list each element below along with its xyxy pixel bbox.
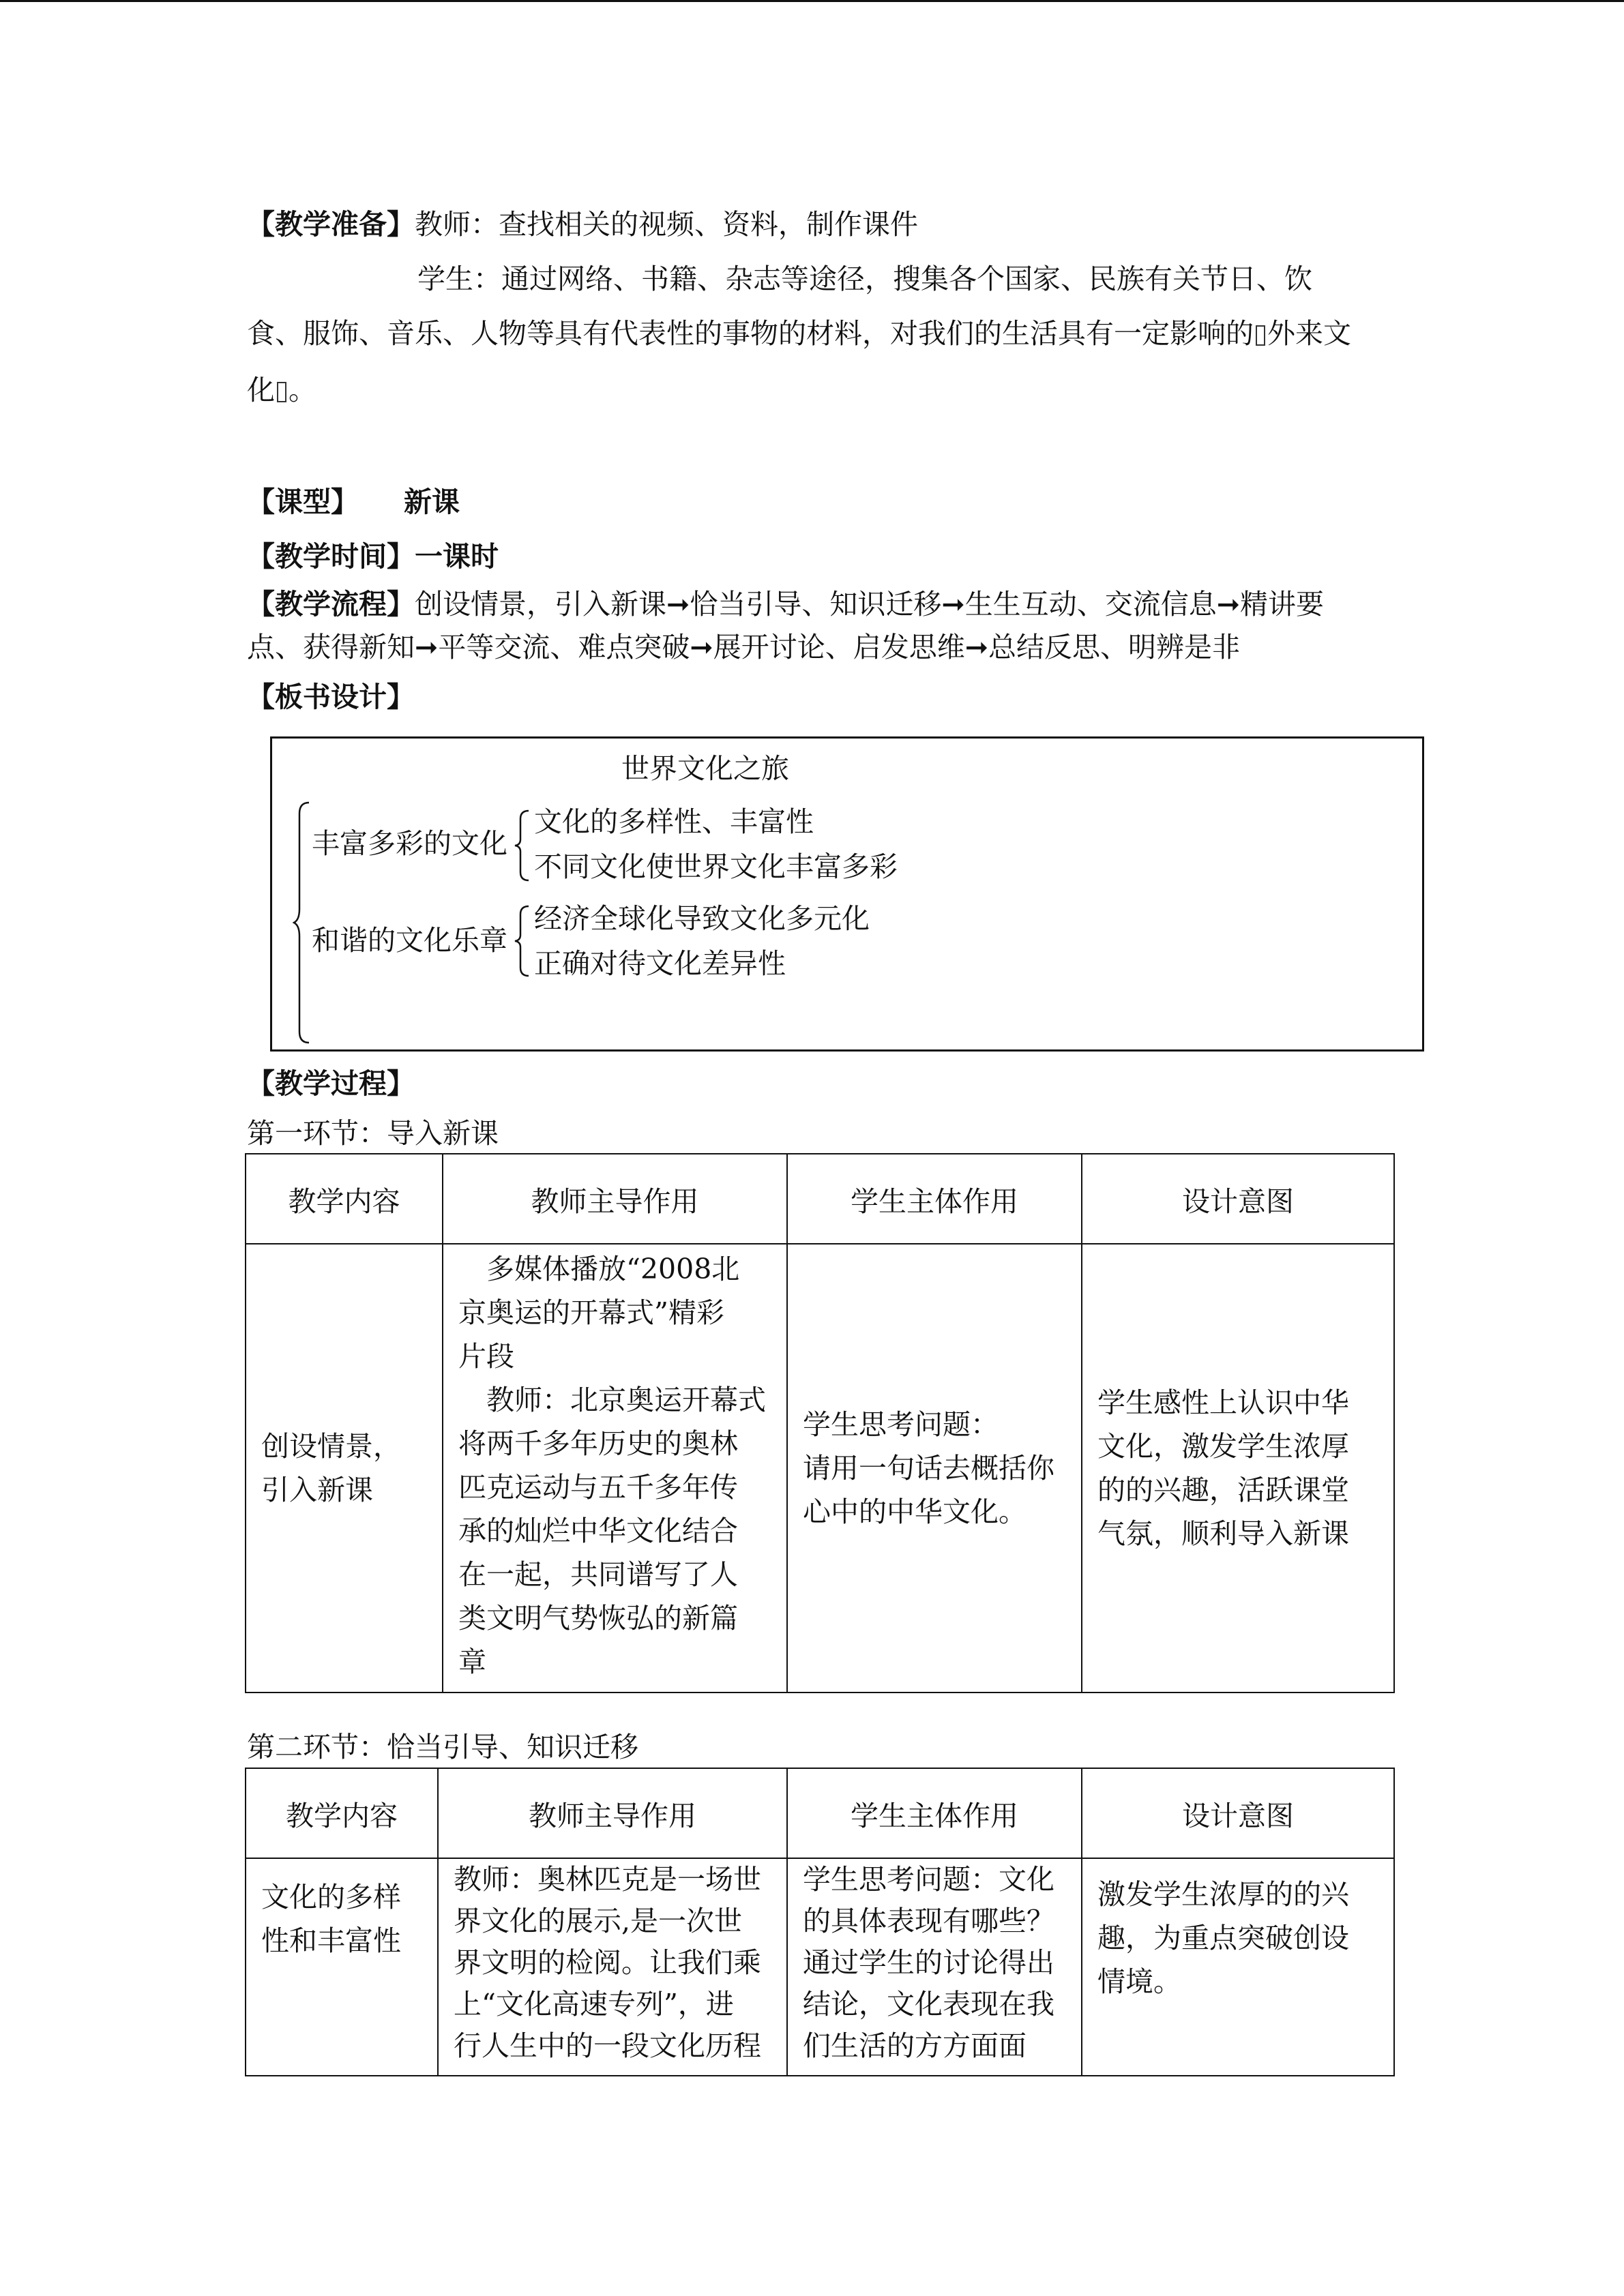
cell-line: 引入新课 bbox=[261, 1474, 373, 1506]
cell-line: 学生感性上认识中华 bbox=[1097, 1386, 1349, 1419]
cell-teacher bbox=[438, 1858, 787, 2076]
period: 。 bbox=[289, 374, 316, 406]
prep-student-line1: 学生：通过网络、书籍、杂志等途径，搜集各个国家、民族有关节日、饮 bbox=[417, 263, 1312, 295]
prep-student-line2 bbox=[247, 317, 1351, 351]
cell-line: 多媒体播放“2008北 bbox=[458, 1253, 740, 1285]
page-top-border bbox=[0, 0, 1624, 2]
board-label: 【板书设计】 bbox=[247, 681, 415, 713]
cell-line: 承的灿烂中华文化结合 bbox=[458, 1515, 738, 1547]
board-branch1-item1: 文化的多样性、丰富性 bbox=[534, 805, 814, 838]
header-content: 教学内容 bbox=[246, 1154, 443, 1244]
cell-line: 的具体表现有哪些？ bbox=[803, 1905, 1054, 1937]
lesson-time-value: 一课时 bbox=[415, 540, 499, 573]
cell-line: 片段 bbox=[458, 1340, 514, 1373]
cell-line: 的的兴趣，活跃课堂 bbox=[1097, 1474, 1349, 1506]
lesson-type-label: 【课型】 bbox=[247, 486, 359, 518]
cell-line: 将两千多年历史的奥林 bbox=[458, 1427, 738, 1460]
branch2-brace-icon bbox=[512, 904, 533, 979]
cell-line: 气氛，顺利导入新课 bbox=[1097, 1517, 1349, 1550]
cell-line: 文化，激发学生浓厚 bbox=[1097, 1430, 1349, 1463]
cell-content bbox=[246, 1858, 438, 2076]
prep-line bbox=[247, 208, 918, 241]
branch1-brace-icon bbox=[512, 808, 533, 883]
board-design-box bbox=[270, 736, 1424, 1052]
header-student: 学生主体作用 bbox=[787, 1154, 1082, 1244]
cell-intent bbox=[1082, 1858, 1394, 2076]
cell-line: 学生思考问题： bbox=[803, 1408, 999, 1441]
board-branch2-item1: 经济全球化导致文化多元化 bbox=[534, 902, 870, 935]
cell-student bbox=[787, 1858, 1082, 2076]
cell-line: 京奥运的开幕式”精彩 bbox=[458, 1296, 724, 1329]
section1-table bbox=[245, 1153, 1395, 1693]
cell-intent bbox=[1082, 1244, 1394, 1693]
cell-line: 创设情景， bbox=[261, 1430, 401, 1463]
cell-line: 界文明的检阅。让我们乘 bbox=[454, 1946, 761, 1979]
header-teacher: 教师主导作用 bbox=[443, 1154, 787, 1244]
cell-line: 匹克运动与五千多年传 bbox=[458, 1471, 738, 1504]
board-branch1-item2: 不同文化使世界文化丰富多彩 bbox=[534, 850, 898, 883]
header-student: 学生主体作用 bbox=[787, 1768, 1082, 1858]
board-branch2-item2: 正确对待文化差异性 bbox=[534, 947, 786, 980]
cell-line: 类文明气势恢弘的新篇 bbox=[458, 1602, 738, 1635]
missing-glyph-box bbox=[1256, 325, 1265, 346]
lesson-type-value: 新课 bbox=[404, 486, 460, 518]
cell-line: 在一起，共同谱写了人 bbox=[458, 1558, 738, 1591]
prep-teacher: 教师：查找相关的视频、资料，制作课件 bbox=[415, 208, 918, 241]
cell-line: 学生思考问题：文化 bbox=[803, 1863, 1054, 1896]
flow-line1-text: 创设情景，引入新课➞恰当引导、知识迁移➞生生互动、交流信息➞精讲要 bbox=[415, 588, 1325, 621]
table-row bbox=[246, 1858, 1394, 2076]
lesson-time-label: 【教学时间】 bbox=[247, 540, 415, 573]
board-branch1: 丰富多彩的文化 bbox=[312, 827, 507, 860]
lesson-time-line bbox=[247, 540, 499, 573]
cell-line: 们生活的方方面面 bbox=[803, 2029, 1027, 2062]
cell-student bbox=[787, 1244, 1082, 1693]
header-content: 教学内容 bbox=[246, 1768, 438, 1858]
cell-line: 心中的中华文化。 bbox=[803, 1495, 1027, 1528]
prep-student-line2-text: 食、服饰、音乐、人物等具有代表性的事物的材料，对我们的生活具有一定影响的 bbox=[247, 317, 1254, 350]
flow-label: 【教学流程】 bbox=[247, 588, 415, 621]
table-row bbox=[246, 1244, 1394, 1693]
prep-label: 【教学准备】 bbox=[247, 208, 415, 241]
cell-line: 上“文化高速专列”，进 bbox=[454, 1988, 734, 2021]
cell-line: 情境。 bbox=[1097, 1965, 1181, 1998]
cell-line: 文化的多样 bbox=[261, 1881, 401, 1913]
header-teacher: 教师主导作用 bbox=[438, 1768, 787, 1858]
header-intent: 设计意图 bbox=[1082, 1768, 1394, 1858]
missing-glyph-box bbox=[277, 382, 286, 402]
table-header-row bbox=[246, 1154, 1394, 1244]
cell-line: 趣，为重点突破创设 bbox=[1097, 1922, 1349, 1954]
cell-line: 教师：北京奥运开幕式 bbox=[458, 1384, 766, 1416]
section2-title: 第二环节：恰当引导、知识迁移 bbox=[247, 1731, 638, 1763]
cell-content bbox=[246, 1244, 443, 1693]
cell-line: 激发学生浓厚的的兴 bbox=[1097, 1878, 1349, 1911]
cell-line: 请用一句话去概括你 bbox=[803, 1452, 1054, 1485]
section1-title: 第一环节：导入新课 bbox=[247, 1117, 499, 1150]
table-header-row bbox=[246, 1768, 1394, 1858]
section2-table bbox=[245, 1768, 1395, 2076]
process-label: 【教学过程】 bbox=[247, 1067, 415, 1100]
board-title: 世界文化之旅 bbox=[621, 752, 789, 785]
cell-line: 章 bbox=[458, 1645, 486, 1678]
cell-line: 性和丰富性 bbox=[261, 1924, 401, 1957]
cell-line: 通过学生的讨论得出 bbox=[803, 1946, 1054, 1979]
flow-line1 bbox=[247, 588, 1324, 621]
cell-teacher bbox=[443, 1244, 787, 1693]
cell-line: 界文化的展示,是一次世 bbox=[454, 1905, 743, 1937]
flow-line2: 点、获得新知➞平等交流、难点突破➞展开讨论、启发思维➞总结反思、明辨是非 bbox=[247, 631, 1241, 664]
cell-line: 教师：奥林匹克是一场世 bbox=[454, 1863, 761, 1896]
outer-brace-icon bbox=[293, 800, 313, 1045]
prep-student-line3 bbox=[247, 374, 316, 407]
cell-line: 结论，文化表现在我 bbox=[803, 1988, 1054, 2021]
prep-student-line3-text: 化 bbox=[247, 374, 275, 406]
prep-student-line2-end: 外来文 bbox=[1267, 317, 1351, 350]
board-branch2: 和谐的文化乐章 bbox=[312, 924, 507, 957]
cell-line: 行人生中的一段文化历程 bbox=[454, 2029, 761, 2062]
header-intent: 设计意图 bbox=[1082, 1154, 1394, 1244]
